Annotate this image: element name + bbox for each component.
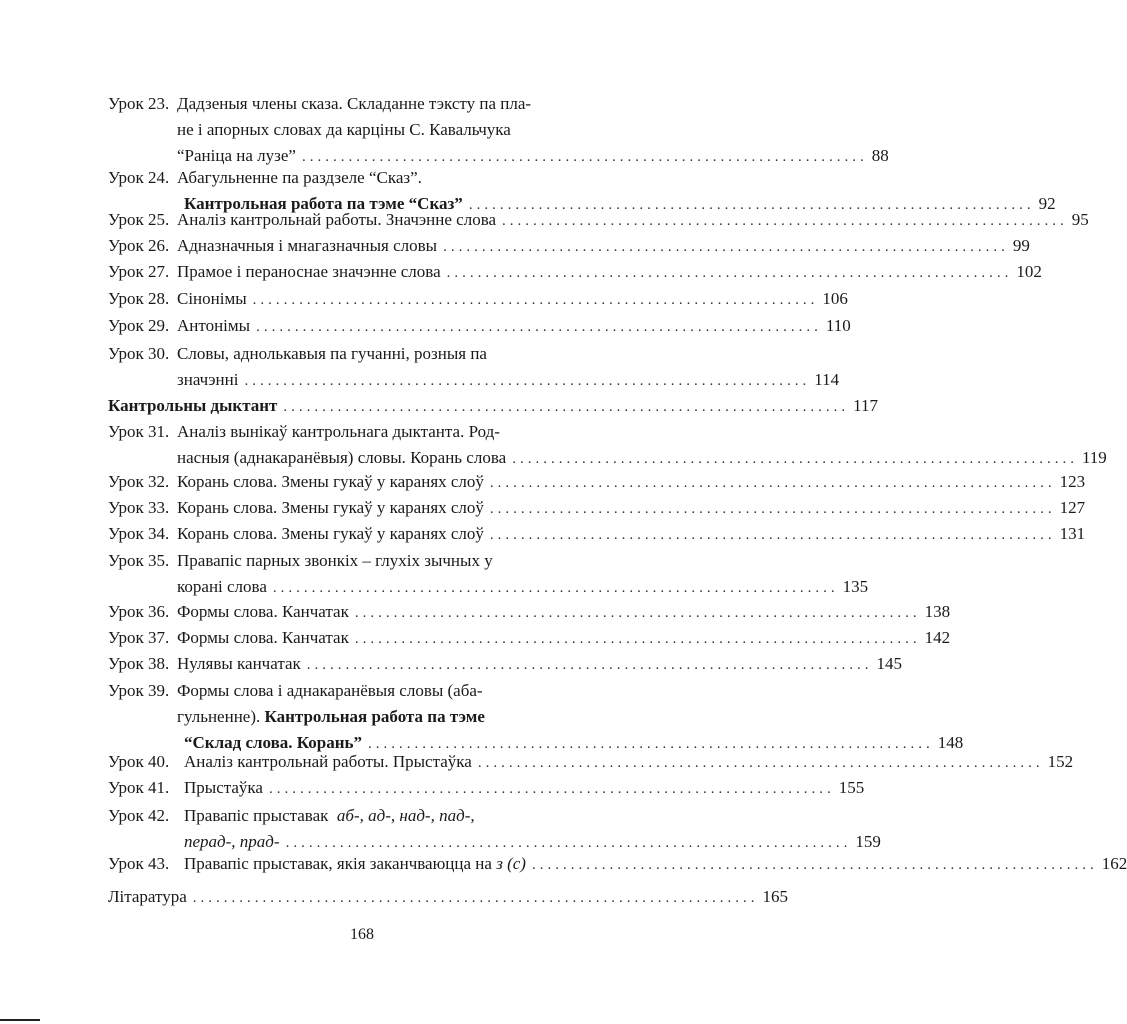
dot-leader: ......................................................................... [368, 736, 934, 752]
toc-entry-lesson-39[interactable] [108, 678, 964, 756]
lesson-title-line [177, 704, 664, 730]
toc-entry-dictation[interactable] [108, 393, 879, 419]
lesson-number: Урок 40. [108, 752, 170, 771]
lesson-title: Корань слова. Змены гукаў у каранях слоў [177, 498, 484, 517]
lesson-title-line [184, 803, 664, 829]
page-ref: 117 [853, 396, 879, 415]
lesson-title-line: значэнні [177, 370, 239, 389]
test-title: “Склад слова. Корань” [184, 733, 363, 752]
lesson-title: Корань слова. Змены гукаў у каранях слоў [177, 524, 484, 543]
lesson-number: Урок 28. [108, 289, 170, 308]
lesson-number: Урок 41. [108, 778, 170, 797]
lesson-title-line: Дадзеныя члены сказа. Складанне тэксту па пла- [177, 94, 532, 113]
toc-entry-lesson-43[interactable] [108, 851, 1127, 877]
section-heading: Кантрольны дыктант [108, 396, 278, 415]
lesson-number: Урок 38. [108, 654, 170, 673]
lesson-title-line: Аналіз вынікаў кантрольнага дыктанта. Род- [177, 422, 500, 441]
lesson-number: Урок 42. [108, 806, 170, 825]
dot-leader: ......................................................................... [272, 580, 839, 596]
lesson-title: Нулявы канчатак [177, 654, 301, 673]
toc-entry-lesson-33[interactable] [108, 495, 1086, 521]
dot-leader: ......................................................................... [306, 657, 873, 673]
toc-entry-lesson-26[interactable] [108, 233, 1030, 259]
lesson-number: Урок 32. [108, 472, 170, 491]
lesson-title-line: корані слова [177, 577, 267, 596]
lesson-number: Урок 23. [108, 94, 170, 113]
dot-leader: ......................................................................... [468, 197, 1035, 213]
lesson-number: Урок 37. [108, 628, 170, 647]
lesson-title-line: Абагульненне па раздзеле “Сказ”. [177, 168, 422, 187]
prefix-examples: аб-, ад-, над-, пад-, [336, 806, 475, 825]
letter-examples: з (с) [496, 854, 526, 873]
toc-entry-lesson-41[interactable] [108, 775, 865, 801]
section-heading: Літаратура [108, 887, 187, 906]
dot-leader: ......................................................................... [268, 781, 835, 797]
dot-leader: ......................................................................... [354, 631, 921, 647]
page-ref: 119 [1081, 448, 1107, 467]
test-title-part: Кантрольная работа па тэме [264, 707, 485, 726]
page-ref: 99 [1012, 236, 1030, 255]
page-ref: 92 [1038, 194, 1056, 213]
lesson-number: Урок 29. [108, 316, 170, 335]
lesson-title [184, 851, 526, 877]
lesson-title-part: Правапіс прыставак [184, 806, 329, 825]
toc-entry-lesson-27[interactable] [108, 259, 1042, 285]
lesson-number: Урок 26. [108, 236, 170, 255]
dot-leader: ......................................................................... [477, 755, 1044, 771]
toc-entry-lesson-31[interactable] [108, 419, 1107, 471]
page-ref: 152 [1047, 752, 1074, 771]
lesson-number: Урок 25. [108, 210, 170, 229]
page-ref: 148 [937, 733, 964, 752]
dot-leader: ......................................................................... [252, 292, 819, 308]
lesson-title: Прыстаўка [184, 778, 263, 797]
lesson-title: Прамое і пераноснае значэнне слова [177, 262, 441, 281]
page-ref: 102 [1016, 262, 1042, 281]
prefix-examples: перад-, прад- [184, 832, 280, 851]
page-ref: 114 [814, 370, 840, 389]
lesson-number: Урок 27. [108, 262, 170, 281]
dot-leader: ......................................................................... [283, 399, 850, 415]
crop-mark [0, 1019, 40, 1021]
lesson-title: Аналіз кантрольнай работы. Прыстаўка [184, 752, 472, 771]
page-ref: 155 [838, 778, 865, 797]
dot-leader: ......................................................................... [489, 501, 1056, 517]
dot-leader: ......................................................................... [489, 475, 1056, 491]
toc-entry-lesson-29[interactable] [108, 313, 851, 339]
dot-leader: ......................................................................... [285, 835, 852, 851]
lesson-title-part: Правапіс прыставак, якія заканчваюцца на [184, 854, 492, 873]
dot-leader: ......................................................................... [301, 149, 868, 165]
lesson-title-line: не і апорных словах да карціны С. Кавальчука [177, 120, 511, 139]
lesson-number: Урок 39. [108, 681, 170, 700]
lesson-title-line: Формы слова і аднакаранёвыя словы (аба- [177, 681, 483, 700]
lesson-title-line: Правапіс парных звонкіх – глухіх зычных у [177, 551, 493, 570]
dot-leader: ......................................................................... [354, 605, 921, 621]
toc-entry-lesson-30[interactable] [108, 341, 840, 393]
page-ref: 95 [1071, 210, 1089, 229]
toc-entry-lesson-42[interactable] [108, 803, 881, 855]
page-ref: 131 [1059, 524, 1086, 543]
dot-leader: ......................................................................... [512, 451, 1078, 467]
toc-entry-lesson-37[interactable] [108, 625, 951, 651]
dot-leader: ......................................................................... [502, 213, 1068, 229]
page-number: 168 [350, 926, 374, 943]
lesson-number: Урок 43. [108, 854, 170, 873]
dot-leader: ......................................................................... [192, 890, 759, 906]
toc-entry-literature[interactable] [108, 884, 789, 910]
page-ref: 165 [762, 887, 789, 906]
lesson-number: Урок 31. [108, 422, 170, 441]
page-ref: 106 [822, 289, 848, 308]
toc-entry-lesson-23[interactable] [108, 91, 889, 169]
toc-entry-lesson-28[interactable] [108, 286, 848, 312]
lesson-title: Антонімы [177, 316, 251, 335]
lesson-number: Урок 35. [108, 551, 170, 570]
page-ref: 127 [1059, 498, 1086, 517]
page-ref: 138 [924, 602, 951, 621]
dot-leader: ......................................................................... [244, 373, 811, 389]
page-ref: 88 [871, 146, 889, 165]
lesson-title-part: гульненне). [177, 707, 261, 726]
toc-entry-lesson-34[interactable] [108, 521, 1086, 547]
dot-leader: ......................................................................... [531, 857, 1098, 873]
dot-leader: ......................................................................... [446, 265, 1013, 281]
lesson-title: Корань слова. Змены гукаў у каранях слоў [177, 472, 484, 491]
lesson-title: Формы слова. Канчатак [177, 602, 349, 621]
lesson-title: Адназначныя і мнагазначныя словы [177, 236, 438, 255]
lesson-number: Урок 24. [108, 168, 170, 187]
dot-leader: ......................................................................... [443, 239, 1009, 255]
toc-entry-lesson-25[interactable] [108, 207, 1089, 233]
dot-leader: ......................................................................... [489, 527, 1056, 543]
page-ref: 123 [1059, 472, 1086, 491]
lesson-number: Урок 36. [108, 602, 170, 621]
lesson-title-line: Словы, аднолькавыя па гучанні, розныя па [177, 344, 487, 363]
page-ref: 162 [1101, 854, 1127, 873]
dot-leader: ......................................................................... [256, 319, 822, 335]
toc-entry-lesson-36[interactable] [108, 599, 951, 625]
page-ref: 142 [924, 628, 951, 647]
page-ref: 110 [825, 316, 851, 335]
lesson-title: Сінонімы [177, 289, 247, 308]
toc-entry-lesson-40[interactable] [108, 749, 1074, 775]
page-ref: 159 [855, 832, 881, 851]
page-ref: 135 [842, 577, 869, 596]
lesson-title-line: насныя (аднакаранёвыя) словы. Корань слова [177, 448, 507, 467]
lesson-title-line: “Раніца на лузе” [177, 146, 296, 165]
toc-entry-lesson-38[interactable] [108, 651, 903, 677]
lesson-number: Урок 33. [108, 498, 170, 517]
page-ref: 145 [876, 654, 903, 673]
test-title: Кантрольная работа па тэме “Сказ” [184, 194, 463, 213]
lesson-title: Аналіз кантрольнай работы. Значэнне слова [177, 210, 497, 229]
toc-entry-lesson-32[interactable] [108, 469, 1086, 495]
toc-entry-lesson-35[interactable] [108, 548, 869, 600]
lesson-number: Урок 34. [108, 524, 170, 543]
lesson-title: Формы слова. Канчатак [177, 628, 349, 647]
lesson-number: Урок 30. [108, 344, 170, 363]
